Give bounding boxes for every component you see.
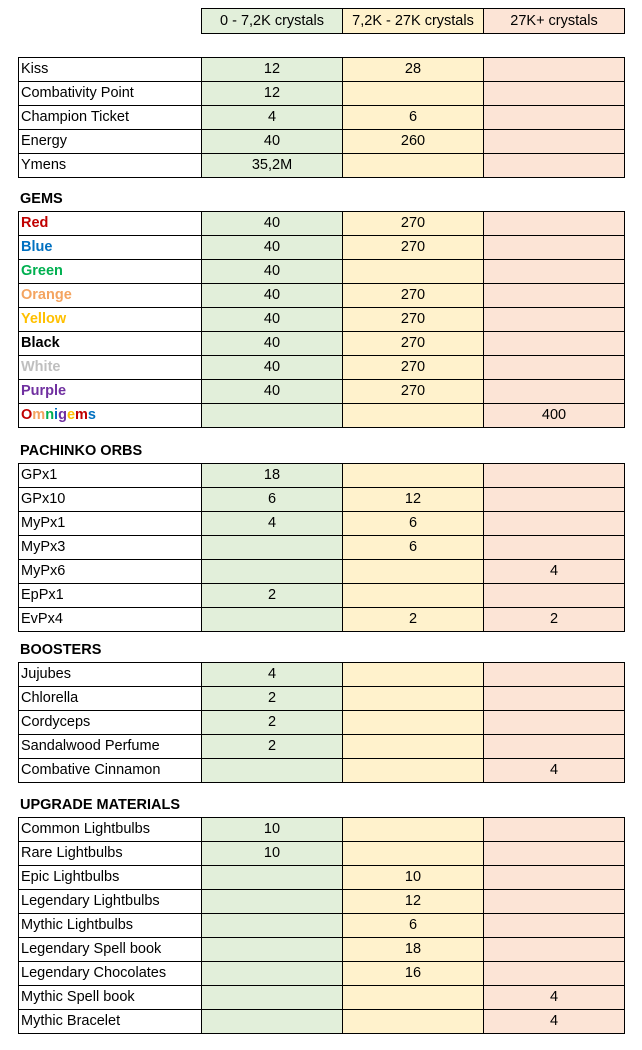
row-label: Black — [19, 332, 202, 356]
tier-3-value — [484, 284, 625, 308]
tier-3-value — [484, 332, 625, 356]
tier-2-value — [343, 687, 484, 711]
tier-2-value: 2 — [343, 608, 484, 632]
tier-2-value — [343, 842, 484, 866]
row-label: Cordyceps — [19, 711, 202, 735]
row-label: Orange — [19, 284, 202, 308]
row-label: Chlorella — [19, 687, 202, 711]
tier-3-value — [484, 236, 625, 260]
tier-1-value — [202, 759, 343, 783]
tier-3-value — [484, 914, 625, 938]
tier-1-value: 2 — [202, 687, 343, 711]
tier-2-value — [343, 584, 484, 608]
tier-3-value — [484, 380, 625, 404]
row-label: Kiss — [19, 58, 202, 82]
gems-table — [18, 211, 625, 428]
row-label: Green — [19, 260, 202, 284]
tier-3-value — [484, 962, 625, 986]
tier-3-value — [484, 735, 625, 759]
tier-3-header: 27K+ crystals — [484, 9, 625, 34]
tier-2-value: 270 — [343, 332, 484, 356]
table-row — [19, 842, 625, 866]
row-label: Purple — [19, 380, 202, 404]
table-row — [19, 687, 625, 711]
tier-3-value — [484, 154, 625, 178]
row-label: Common Lightbulbs — [19, 818, 202, 842]
tier-3-value — [484, 512, 625, 536]
tier-2-value: 6 — [343, 536, 484, 560]
row-label: Sandalwood Perfume — [19, 735, 202, 759]
table-row — [19, 914, 625, 938]
pachinko-table — [18, 463, 625, 632]
row-label: Blue — [19, 236, 202, 260]
table-row — [19, 284, 625, 308]
table-row — [19, 608, 625, 632]
tier-1-value — [202, 560, 343, 584]
table-row — [19, 82, 625, 106]
row-label: Ymens — [19, 154, 202, 178]
tier-1-value: 40 — [202, 284, 343, 308]
tier-3-value: 4 — [484, 560, 625, 584]
table-row — [19, 962, 625, 986]
tier-2-value: 16 — [343, 962, 484, 986]
tier-1-value: 40 — [202, 308, 343, 332]
tier-2-value: 28 — [343, 58, 484, 82]
table-row — [19, 404, 625, 428]
table-row — [19, 260, 625, 284]
tier-1-value: 6 — [202, 488, 343, 512]
misc-table — [18, 57, 625, 178]
tier-1-value — [202, 404, 343, 428]
tier-3-value — [484, 82, 625, 106]
tier-1-value: 40 — [202, 356, 343, 380]
tier-2-value — [343, 1010, 484, 1034]
tier-1-value: 40 — [202, 332, 343, 356]
row-label: Mythic Lightbulbs — [19, 914, 202, 938]
table-row — [19, 536, 625, 560]
tier-2-value — [343, 663, 484, 687]
tier-2-value — [343, 711, 484, 735]
row-label: Champion Ticket — [19, 106, 202, 130]
row-label: Legendary Lightbulbs — [19, 890, 202, 914]
tier-3-value — [484, 106, 625, 130]
tier-3-value — [484, 866, 625, 890]
tier-2-value: 12 — [343, 488, 484, 512]
table-row — [19, 735, 625, 759]
tier-3-value — [484, 130, 625, 154]
tier-2-value: 10 — [343, 866, 484, 890]
table-row — [19, 154, 625, 178]
tier-2-value: 270 — [343, 212, 484, 236]
table-row — [19, 584, 625, 608]
tier-1-value — [202, 962, 343, 986]
table-row — [19, 560, 625, 584]
tier-2-value — [343, 986, 484, 1010]
table-row — [19, 986, 625, 1010]
tier-1-value — [202, 890, 343, 914]
tier-1-value: 10 — [202, 842, 343, 866]
row-label: Epic Lightbulbs — [19, 866, 202, 890]
table-row — [19, 464, 625, 488]
tier-1-value: 2 — [202, 735, 343, 759]
row-label: Yellow — [19, 308, 202, 332]
table-row — [19, 890, 625, 914]
tier-1-value — [202, 986, 343, 1010]
tier-1-value — [202, 536, 343, 560]
tier-2-value: 6 — [343, 106, 484, 130]
row-label: MyPx1 — [19, 512, 202, 536]
tier-1-value: 2 — [202, 711, 343, 735]
tier-1-value: 4 — [202, 106, 343, 130]
row-label: Combative Cinnamon — [19, 759, 202, 783]
tier-1-value: 40 — [202, 260, 343, 284]
table-row — [19, 488, 625, 512]
tier-1-value: 10 — [202, 818, 343, 842]
tier-3-value: 4 — [484, 986, 625, 1010]
tier-3-value — [484, 938, 625, 962]
tier-3-value — [484, 890, 625, 914]
tier-1-value: 40 — [202, 212, 343, 236]
tier-1-value — [202, 1010, 343, 1034]
tier-1-value: 2 — [202, 584, 343, 608]
row-label: White — [19, 356, 202, 380]
tier-2-value — [343, 154, 484, 178]
tier-2-value — [343, 82, 484, 106]
tier-3-value — [484, 464, 625, 488]
tier-2-value — [343, 260, 484, 284]
table-row — [19, 866, 625, 890]
row-label: Rare Lightbulbs — [19, 842, 202, 866]
tier-3-value: 400 — [484, 404, 625, 428]
table-row — [19, 308, 625, 332]
tier-header — [201, 8, 625, 34]
table-row — [19, 356, 625, 380]
table-row — [19, 759, 625, 783]
tier-2-value — [343, 464, 484, 488]
row-label: EvPx4 — [19, 608, 202, 632]
tier-3-value: 4 — [484, 759, 625, 783]
tier-2-value: 12 — [343, 890, 484, 914]
gems-section-title: GEMS — [20, 191, 63, 207]
tier-1-value: 12 — [202, 58, 343, 82]
table-row — [19, 130, 625, 154]
tier-2-value — [343, 735, 484, 759]
tier-1-value: 18 — [202, 464, 343, 488]
tier-1-value — [202, 938, 343, 962]
tier-2-value — [343, 560, 484, 584]
row-label: Legendary Spell book — [19, 938, 202, 962]
row-label: Omnigems — [19, 404, 202, 428]
row-label: GPx10 — [19, 488, 202, 512]
tier-2-value: 6 — [343, 914, 484, 938]
row-label: Mythic Bracelet — [19, 1010, 202, 1034]
table-row — [19, 380, 625, 404]
tier-3-value: 2 — [484, 608, 625, 632]
table-row — [19, 212, 625, 236]
tier-1-value — [202, 914, 343, 938]
tier-2-value: 270 — [343, 380, 484, 404]
tier-1-value: 40 — [202, 380, 343, 404]
tier-3-value: 4 — [484, 1010, 625, 1034]
table-row — [19, 332, 625, 356]
tier-2-value: 6 — [343, 512, 484, 536]
upgrade-section-title: UPGRADE MATERIALS — [20, 797, 181, 813]
tier-3-value — [484, 260, 625, 284]
row-label: Red — [19, 212, 202, 236]
table-row — [19, 1010, 625, 1034]
tier-1-value: 12 — [202, 82, 343, 106]
tier-1-value: 40 — [202, 130, 343, 154]
table-row — [19, 58, 625, 82]
tier-1-value: 4 — [202, 663, 343, 687]
tier-3-value — [484, 818, 625, 842]
tier-3-value — [484, 58, 625, 82]
table-row — [19, 818, 625, 842]
tier-3-value — [484, 356, 625, 380]
tier-1-value: 4 — [202, 512, 343, 536]
boosters-table — [18, 662, 625, 783]
tier-3-value — [484, 488, 625, 512]
table-row — [19, 106, 625, 130]
row-label: Mythic Spell book — [19, 986, 202, 1010]
tier-1-value: 35,2M — [202, 154, 343, 178]
row-label: Energy — [19, 130, 202, 154]
tier-2-value: 270 — [343, 356, 484, 380]
tier-2-value — [343, 759, 484, 783]
table-row — [19, 512, 625, 536]
tier-3-value — [484, 212, 625, 236]
tier-2-value: 270 — [343, 308, 484, 332]
tier-3-value — [484, 536, 625, 560]
tier-1-value — [202, 866, 343, 890]
row-label: Legendary Chocolates — [19, 962, 202, 986]
tier-2-value: 270 — [343, 284, 484, 308]
tier-3-value — [484, 584, 625, 608]
row-label: EpPx1 — [19, 584, 202, 608]
tier-3-value — [484, 842, 625, 866]
tier-2-value: 270 — [343, 236, 484, 260]
tier-1-value: 40 — [202, 236, 343, 260]
table-row — [19, 711, 625, 735]
tier-1-value — [202, 608, 343, 632]
row-label: MyPx3 — [19, 536, 202, 560]
tier-3-value — [484, 663, 625, 687]
row-label: Combativity Point — [19, 82, 202, 106]
table-row — [19, 236, 625, 260]
tier-3-value — [484, 687, 625, 711]
pachinko-section-title: PACHINKO ORBS — [20, 443, 143, 459]
boosters-section-title: BOOSTERS — [20, 642, 102, 658]
table-row — [19, 938, 625, 962]
tier-2-value: 18 — [343, 938, 484, 962]
tier-2-header: 7,2K - 27K crystals — [343, 9, 484, 34]
tier-2-value: 260 — [343, 130, 484, 154]
table-row — [19, 663, 625, 687]
tier-2-value — [343, 404, 484, 428]
tier-2-value — [343, 818, 484, 842]
row-label: Jujubes — [19, 663, 202, 687]
tier-1-header: 0 - 7,2K crystals — [202, 9, 343, 34]
row-label: MyPx6 — [19, 560, 202, 584]
row-label: GPx1 — [19, 464, 202, 488]
tier-3-value — [484, 711, 625, 735]
tier-3-value — [484, 308, 625, 332]
upgrade-table — [18, 817, 625, 1034]
